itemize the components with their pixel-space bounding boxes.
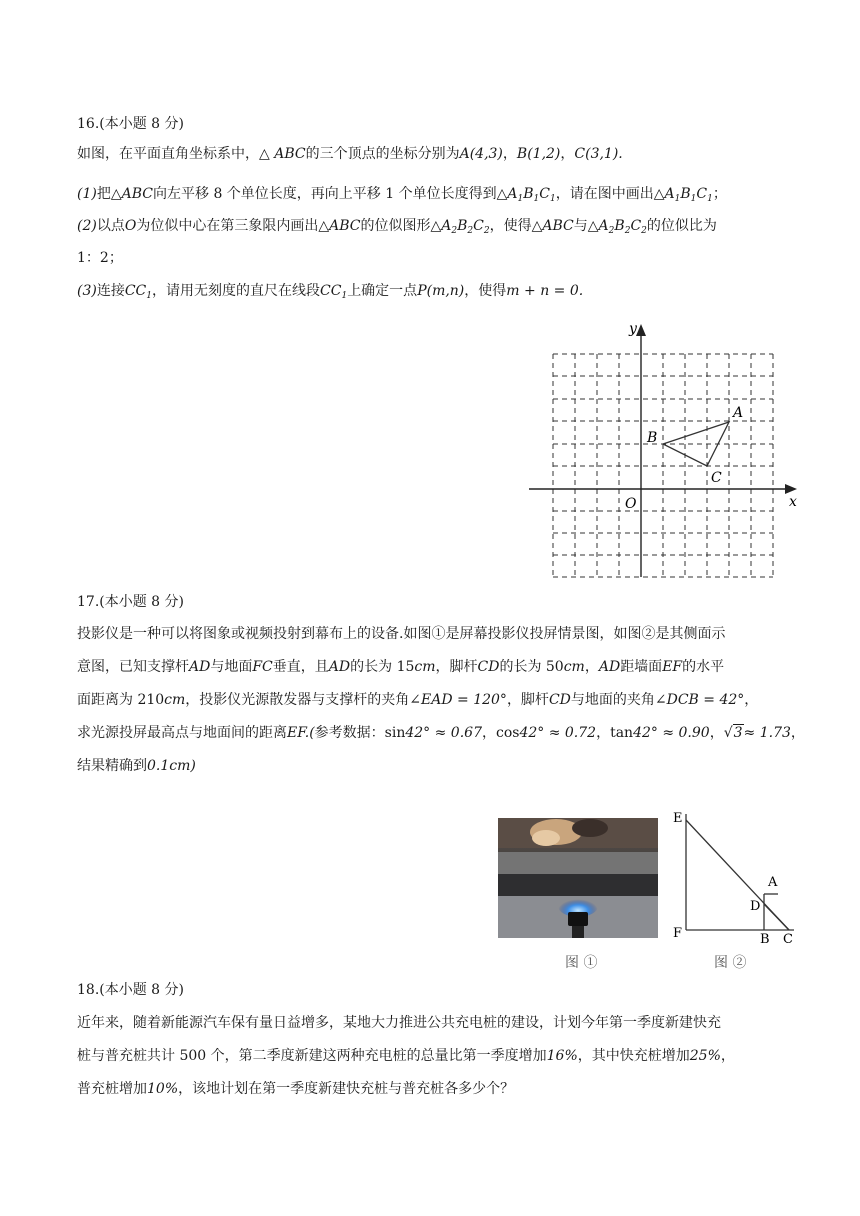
q17-cos-value: 42° ≈ 0.72 [519, 725, 597, 741]
q17-unit: cm [164, 692, 186, 708]
label-b: B [760, 932, 770, 944]
q17-header: 17.(本小题 8 分) [77, 594, 184, 610]
q16-stem-text: 如图，在平面直角坐标系中， [77, 146, 259, 162]
q17-line4 [77, 723, 805, 743]
q16-a2b2c2: $A_2B_2C_2$ [441, 218, 490, 236]
q16-part2-text: 为位似中心在第三象限内画出△ [136, 218, 330, 234]
q17-ef-ref: EF.( [287, 725, 315, 741]
q17-text: 距墙面 [620, 659, 663, 675]
label-e: E [673, 811, 683, 826]
q18-header: 18.(本小题 8 分) [77, 982, 184, 998]
q17-text: ， [790, 725, 805, 741]
q16-part3 [77, 281, 583, 301]
x-axis-arrow [785, 484, 797, 494]
q17-text: ，脚杆 [435, 659, 478, 675]
q16-triangle-abc: △ ABC [259, 146, 306, 162]
q17-text: 的长为 15 [350, 659, 415, 675]
q18-line3 [77, 1079, 514, 1099]
q17-tan-value: 42° ≈ 0.90 [633, 725, 710, 741]
q17-text: 求光源投屏最高点与地面间的距离 [77, 725, 287, 741]
q16-part2-text: ，使得△ [489, 218, 543, 234]
q16-part2-text: 与△ [573, 218, 599, 234]
label-a: A [768, 875, 778, 890]
q16-cc1: $CC_1$ [320, 283, 348, 301]
q17-line3 [77, 690, 758, 710]
q16-part2-number: (2) [77, 218, 97, 234]
q17-text: 的长为 50 [499, 659, 564, 675]
origin-label: O [625, 496, 637, 512]
q17-text: 垂直，且 [272, 659, 329, 675]
q17-text: ， [744, 692, 759, 708]
q16-a1b1c1: $A_1B_1C_1$ [507, 186, 556, 204]
q17-line2 [77, 657, 724, 677]
q16-cc1: $CC_1$ [124, 283, 153, 301]
q16-coordinate-grid [525, 318, 805, 584]
q17-text: ，投影仪光源散发器与支撑杆的夹角 [185, 692, 410, 708]
q16-point-a: A(4,3) [459, 146, 503, 162]
q17-figure1-photo [498, 818, 658, 938]
q17-text: 面距离为 210 [77, 692, 165, 708]
point-c-label: C [711, 470, 722, 486]
q16-a2b2c2: $A_2B_2C_2$ [598, 218, 647, 236]
y-axis-label: y [629, 321, 637, 337]
q17-text: 意图，已知支撑杆 [77, 659, 189, 675]
q17-precision: 0.1cm) [147, 758, 196, 774]
q17-cd: CD [548, 692, 571, 708]
q16-part1-text: ，请在图中画出△ [555, 186, 665, 202]
q16-part3-number: (3) [77, 283, 97, 299]
y-axis-arrow [636, 324, 646, 336]
q17-text: ， [709, 725, 724, 741]
q16-part3-text: ，请用无刻度的直尺在线段 [152, 283, 321, 299]
q17-text: ，脚杆 [506, 692, 549, 708]
q17-figure2-diagram [670, 808, 800, 944]
q16-comma: ， [502, 146, 517, 162]
q16-stem-mid: 的三个顶点的坐标分别为 [305, 146, 460, 162]
q17-text: 结果精确到 [77, 758, 147, 774]
q16-part1 [77, 184, 727, 204]
q17-ad: AD [598, 659, 621, 675]
q17-unit: cm [563, 659, 585, 675]
point-a-label: A [733, 405, 744, 421]
label-f: F [673, 926, 683, 941]
q16-a1b1c1: $A_1B_1C_1$ [664, 186, 713, 204]
q16-abc: ABC [329, 218, 361, 234]
q16-part2-line2: 1：2； [77, 250, 123, 266]
q17-sin-value: 42° ≈ 0.67 [405, 725, 482, 741]
q16-comma: ， [560, 146, 575, 162]
q17-angle-dcb: ∠DCB = 42° [654, 692, 745, 708]
q16-part3-text: ，使得 [464, 283, 507, 299]
q18-line2 [77, 1046, 735, 1066]
q17-figure1-caption: 图 ① [565, 955, 598, 971]
q18-text: ，该地计划在第一季度新建快充桩与普充桩各多少个？ [178, 1081, 515, 1097]
q16-part2-text: 的位似图形△ [360, 218, 442, 234]
q17-line1: 投影仪是一种可以将图象或视频投射到幕布上的设备.如图①是屏幕投影仪投屏情景图，如图②是其侧面示 [77, 626, 726, 642]
q16-abc: ABC [542, 218, 574, 234]
q16-stem [77, 144, 623, 164]
q17-text: 与地面的夹角 [570, 692, 655, 708]
q17-sqrt-radicand: 3 [733, 725, 743, 741]
q16-point-o: O [124, 218, 137, 234]
q18-percent-25: 25% [689, 1048, 721, 1064]
q17-fc: FC [252, 659, 273, 675]
q17-figure2-caption: 图 ② [714, 955, 747, 971]
q18-text: ， [720, 1048, 735, 1064]
q16-point-b: B(1,2) [516, 146, 561, 162]
q16-header: 16.(本小题 8 分) [77, 116, 184, 132]
q17-text: 参考数据：sin [314, 725, 406, 741]
q18-text: 桩与普充桩共计 500 个，第二季度新建这两种充电桩的总量比第一季度增加 [77, 1048, 547, 1064]
q17-angle-ead: ∠EAD = 120° [409, 692, 507, 708]
q18-line1: 近年来，随着新能源汽车保有量日益增多，某地大力推进公共充电桩的建设，计划今年第一季度新建快充 [77, 1015, 721, 1031]
q17-text: ，tan [596, 725, 634, 741]
q16-part3-text: 连接 [96, 283, 125, 299]
label-d: D [750, 899, 761, 914]
q16-part1-number: (1) [77, 186, 97, 202]
q16-part2 [77, 216, 717, 236]
q16-part2-text: 以点 [96, 218, 125, 234]
q17-text: 的水平 [682, 659, 725, 675]
q17-unit: cm [414, 659, 436, 675]
q17-text: ，cos [481, 725, 520, 741]
q16-point-p: P(m,n) [417, 283, 465, 299]
q17-ad: AD [328, 659, 351, 675]
grid-lines [553, 354, 773, 577]
q16-abc: ABC [121, 186, 153, 202]
q17-ad: AD [189, 659, 211, 675]
q18-text: ，其中快充桩增加 [577, 1048, 690, 1064]
diagram-lines [686, 814, 794, 930]
q16-part3-text: 上确定一点 [347, 283, 418, 299]
q16-point-c: C(3,1). [574, 146, 623, 162]
q18-text: 普充桩增加 [77, 1081, 147, 1097]
point-b-label: B [647, 430, 658, 446]
q16-part1-text: 把△ [96, 186, 122, 202]
q17-sqrt-value: ≈ 1.73 [743, 725, 791, 741]
q17-ef: EF [662, 659, 683, 675]
q17-line5 [77, 756, 196, 776]
q16-equation: m + n = 0. [506, 283, 584, 299]
x-axis-label: x [789, 494, 797, 510]
q17-text: 与地面 [210, 659, 253, 675]
q16-part1-text: 向左平移 8 个单位长度，再向上平移 1 个单位长度得到△ [153, 186, 508, 202]
q18-percent-16: 16% [546, 1048, 578, 1064]
q18-percent-10: 10% [147, 1081, 179, 1097]
q17-sqrt3: √3 [723, 725, 743, 741]
q17-text: ， [584, 659, 599, 675]
axes [529, 330, 791, 577]
q16-part2-text: 的位似比为 [646, 218, 717, 234]
label-c: C [783, 932, 793, 944]
q16-part1-end: ； [712, 186, 727, 202]
q17-cd: CD [477, 659, 500, 675]
